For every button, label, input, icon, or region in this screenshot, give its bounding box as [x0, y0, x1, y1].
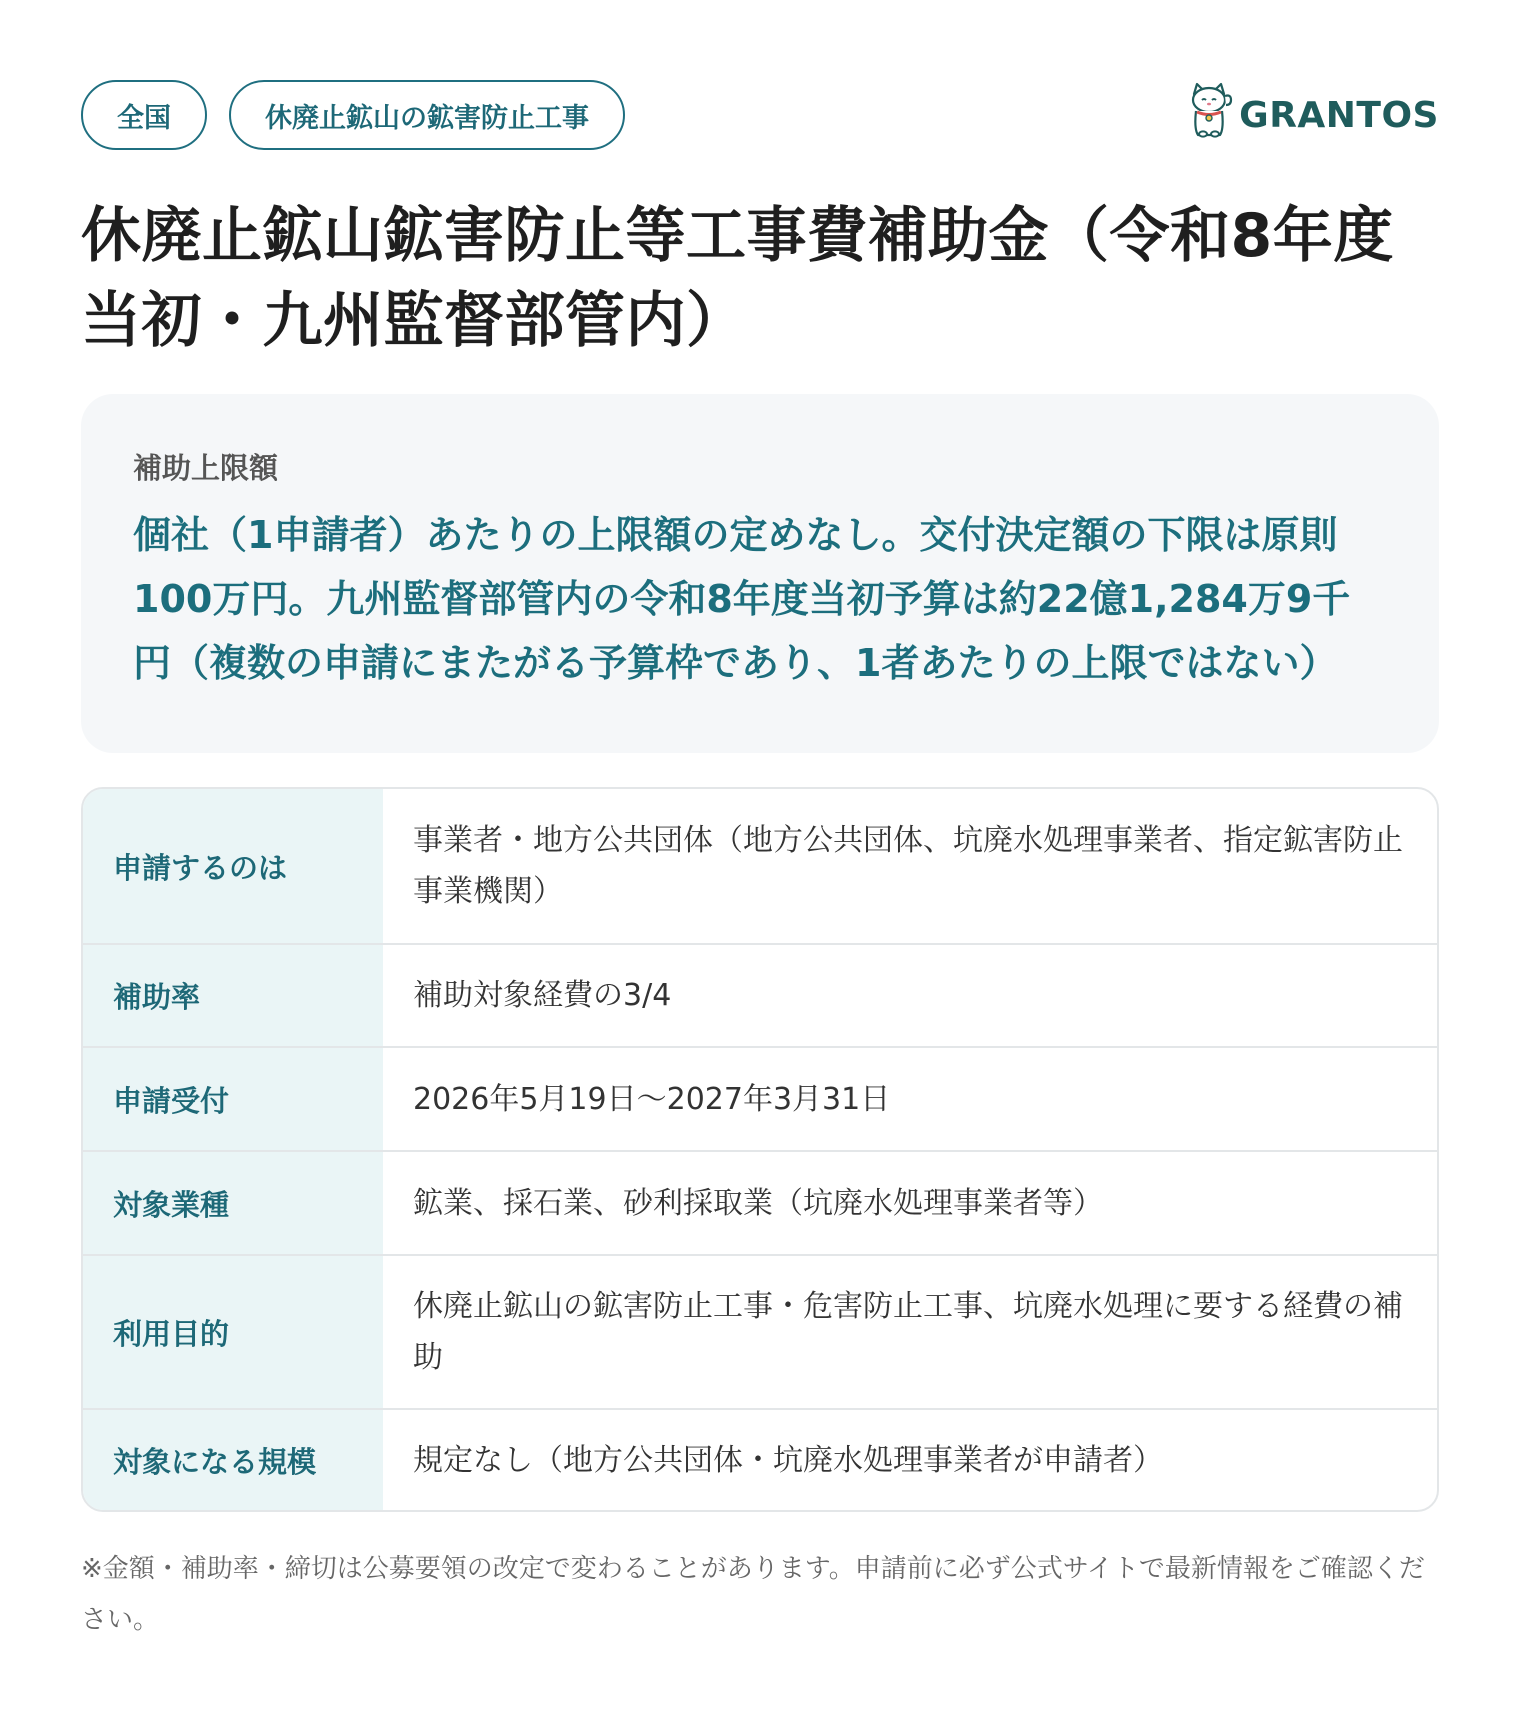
row-label: 対象になる規模	[83, 1410, 383, 1510]
row-value: 規定なし（地方公共団体・坑廃水処理事業者が申請者）	[413, 1442, 1163, 1478]
row-value: 補助対象経費の3/4	[413, 978, 672, 1013]
page-title: 休廃止鉱山鉱害防止等工事費補助金（令和8年度当初・九州監督部管内）	[81, 201, 1394, 356]
tag-list	[81, 80, 625, 150]
table-row	[83, 1408, 1437, 1510]
row-label: 補助率	[83, 945, 383, 1046]
row-label: 対象業種	[83, 1152, 383, 1254]
header	[81, 80, 1439, 150]
table-row	[83, 1254, 1437, 1408]
row-label: 申請受付	[83, 1048, 383, 1150]
table-row	[83, 1150, 1437, 1254]
tag-region[interactable]: 全国	[81, 80, 207, 150]
details-table	[81, 787, 1439, 1512]
disclaimer-note: ※金額・補助率・締切は公募要領の改定で変わることがあります。申請前に必ず公式サイトで最新情報をご確認ください。	[81, 1554, 1425, 1635]
maneki-neko-icon	[1185, 82, 1233, 149]
tag-category[interactable]: 休廃止鉱山の鉱害防止工事	[229, 80, 625, 150]
row-value: 事業者・地方公共団体（地方公共団体、坑廃水処理事業者、指定鉱害防止事業機関）	[413, 823, 1403, 909]
row-value: 鉱業、採石業、砂利採取業（坑廃水処理事業者等）	[413, 1185, 1103, 1221]
row-label: 利用目的	[83, 1256, 383, 1408]
table-row	[83, 789, 1437, 943]
logo[interactable]	[1185, 82, 1439, 149]
table-row	[83, 943, 1437, 1046]
logo-text: GRANTOS	[1239, 94, 1439, 136]
table-row	[83, 1046, 1437, 1150]
subsidy-limit-box	[81, 394, 1439, 753]
row-value: 休廃止鉱山の鉱害防止工事・危害防止工事、坑廃水処理に要する経費の補助	[413, 1289, 1403, 1375]
row-value: 2026年5月19日〜2027年3月31日	[413, 1081, 891, 1117]
subsidy-limit-label: 補助上限額	[133, 451, 279, 485]
row-label: 申請するのは	[83, 789, 383, 943]
subsidy-limit-text: 個社（1申請者）あたりの上限額の定めなし。交付決定額の下限は原則100万円。九州監督部管内の令和8年度当初予算は約22億1,284万9千円（複数の申請にまたがる予算枠であり、1者あたりの上限ではない）	[133, 513, 1351, 685]
